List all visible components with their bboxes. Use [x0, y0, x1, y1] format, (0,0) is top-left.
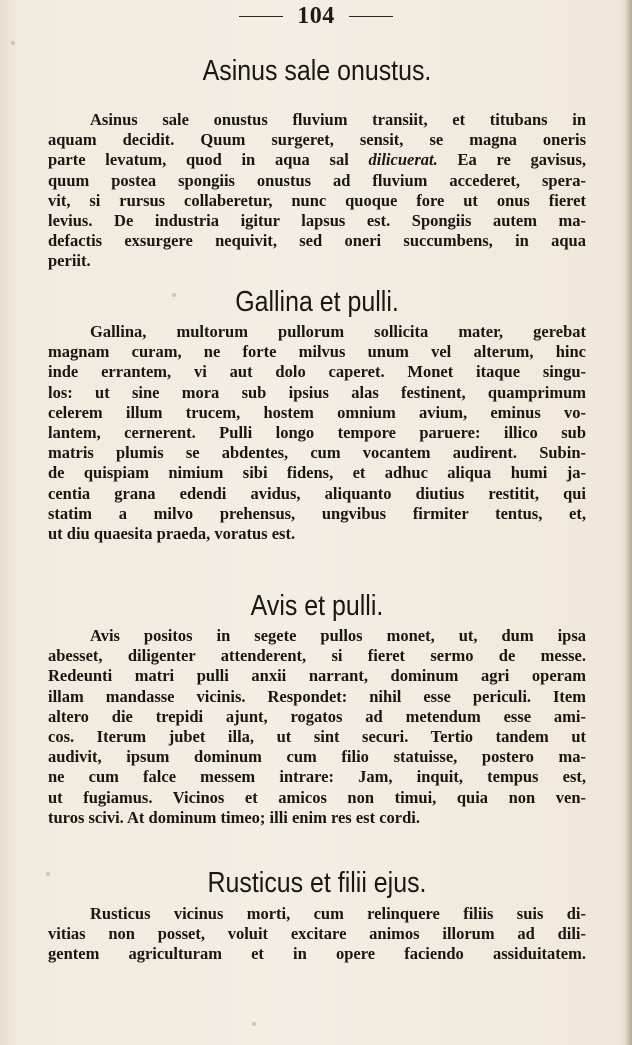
section-body: [48, 904, 586, 965]
section-body: [48, 626, 586, 828]
paper-speck: [252, 1022, 256, 1026]
text-line: cos. Iterum jubet illa, ut sint securi. Tertio tandem ut: [48, 727, 586, 747]
left-header-rule: [239, 16, 283, 17]
text-line: audivit, ipsum dominum cum filio statuisse, postero ma-: [48, 747, 586, 767]
text-line: celerem illum trucem, hostem omnium avium, eminus vo-: [48, 402, 586, 422]
text-line: Rusticus vicinus morti, cum relinquere filiis suis di-: [90, 904, 586, 923]
text-line: illam mandasse vicinis. Respondet: nihil esse periculi. Item: [48, 686, 586, 706]
text-line: ut diu quaesita praeda, voratus est.: [48, 524, 296, 544]
text-line: quum postea spongiis onustus ad fluvium accederet, spera-: [48, 170, 586, 190]
section-body: [48, 322, 586, 544]
paper-speck: [46, 872, 50, 876]
text-line: Redeunti matri pulli anxii narrant, dominum agri operam: [48, 666, 586, 686]
page-edge-shadow: [625, 0, 632, 1045]
text-line: lantem, cernerent. Pulli longo tempore paruere: illico sub: [48, 423, 586, 443]
text-line: statim a milvo prehensus, ungvibus firmiter tentus, et,: [48, 503, 586, 523]
page-number: 104: [297, 3, 335, 29]
fable-asinus: [48, 55, 586, 272]
text-line: inde errantem, vi aut dolo caperet. Monet itaque singu-: [48, 362, 586, 382]
fable-gallina: [48, 286, 586, 544]
text-segment: Ea re gavisus,: [437, 150, 586, 170]
text-line: ut fugiamus. Vicinos et amicos non timui, quia non ven-: [48, 787, 586, 807]
text-line: periit.: [48, 251, 91, 271]
text-segment: parte levatum, quod in aqua sal: [48, 150, 369, 170]
text-line: magnam curam, ne forte milvus unum vel alterum, hinc: [48, 342, 586, 362]
text-line: Avis positos in segete pullos monet, ut, dum ipsa: [90, 626, 586, 645]
page-header: [0, 4, 632, 28]
text-line: los: ut sine mora sub ipsius alas festinent, quamprimum: [48, 382, 586, 402]
text-line: levius. De industria igitur lapsus est. Spongiis autem ma-: [48, 211, 586, 231]
text-line: aquam decidit. Quum surgeret, sensit, se magna oneris: [48, 130, 586, 150]
text-line: ne cum falce messem intrare: Jam, inquit, tempus est,: [48, 767, 586, 787]
section-title: Gallina et pulli.: [235, 286, 399, 318]
text-line: matris plumis se abdentes, cum vocantem audirent. Subin-: [48, 443, 586, 463]
paper-speck: [11, 41, 15, 45]
section-title: Rusticus et filii ejus.: [207, 867, 427, 899]
text-line: centia grana edendi avidus, aliquanto diutius restitit, qui: [48, 483, 586, 503]
text-line: altero die trepidi ajunt, rogatos ad metendum esse ami-: [48, 706, 586, 726]
text-line: vitias non posset, voluit excitare animos illorum ad dili-: [48, 924, 586, 944]
right-header-rule: [349, 16, 393, 17]
section-title: Asinus sale onustus.: [202, 55, 432, 87]
fable-avis: [48, 590, 586, 828]
text-line: abesset, diligenter attenderent, si fieret sermo de messe.: [48, 646, 586, 666]
italic-word: dilicuerat.: [368, 150, 438, 170]
paper-speck: [172, 293, 176, 297]
text-line: defactis exsurgere nequivit, sed oneri succumbens, in aqua: [48, 231, 586, 251]
section-body: [48, 110, 586, 272]
text-line: turos scivi. At dominum timeo; illi enim res est cordi.: [48, 807, 420, 827]
text-line: gentem agriculturam et in opere faciendo assiduitatem.: [48, 944, 586, 964]
text-line: vit, si rursus collaberetur, nunc quoque fore ut onus fieret: [48, 190, 586, 210]
text-line: Asinus sale onustus fluvium transiit, et titubans in: [90, 110, 586, 129]
text-line: Gallina, multorum pullorum sollicita mater, gerebat: [90, 322, 586, 341]
text-line: de quispiam nimium sibi fidens, et adhuc aliqua humi ja-: [48, 463, 586, 483]
section-title: Avis et pulli.: [250, 590, 384, 622]
text-line: [48, 150, 586, 170]
fable-rusticus: [48, 867, 586, 965]
